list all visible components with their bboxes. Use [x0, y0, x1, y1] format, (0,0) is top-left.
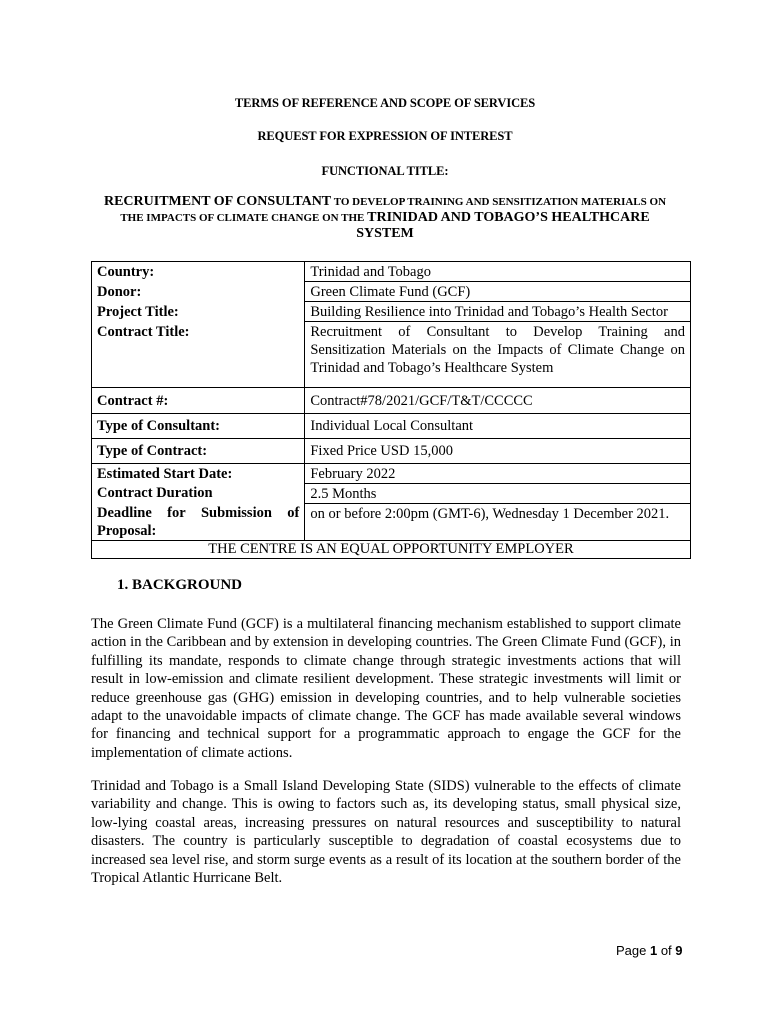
table-row — [92, 438, 691, 463]
contract-info-table — [91, 261, 691, 559]
section-title-background: 1. BACKGROUND — [117, 577, 243, 593]
project-title-label: Project Title: — [92, 302, 305, 322]
recruitment-title-part2-small: THE IMPACTS OF CLIMATE CHANGE ON THE — [120, 212, 368, 224]
recruitment-title-part2-big: TRINIDAD AND TOBAGO’S HEALTHCARE — [367, 210, 650, 225]
contract-title-value: Recruitment of Consultant to Develop Training and Sensitization Materials on the Impacts of Climate Change on Trinidad and Tobago’s Healthcare System — [305, 322, 691, 388]
functional-title-heading: FUNCTIONAL TITLE: — [321, 164, 449, 178]
deadline-word: of — [287, 505, 300, 521]
recruitment-title — [80, 194, 690, 242]
table-row — [92, 262, 691, 282]
duration-label: Contract Duration — [92, 483, 305, 503]
deadline-word: for — [167, 505, 186, 521]
background-paragraph-2: Trinidad and Tobago is a Small Island Developing State (SIDS) vulnerable to the effects of climate variability and change. This is owing to factors such as, its developing status, small physical size, low-lying coastal areas, increasing pressures on natural resources and susceptibility to natural disasters. The country is particularly susceptible to degradation of coastal ecosystems due to increased sea level rise, and storm surge events as a result of its location at the southern border of the Tropical Atlantic Hurricane Belt. — [91, 778, 681, 887]
current-page-number: 1 — [649, 943, 658, 958]
table-row — [92, 322, 691, 388]
table-row — [92, 463, 691, 483]
table-row — [92, 413, 691, 438]
page-word: Page — [616, 943, 650, 958]
country-label: Country: — [92, 262, 305, 282]
of-word: of — [657, 943, 676, 958]
contract-number-value: Contract#78/2021/GCF/T&T/CCCCC — [305, 387, 691, 413]
country-value: Trinidad and Tobago — [305, 262, 691, 282]
start-date-value: February 2022 — [305, 463, 691, 483]
deadline-value: on or before 2:00pm (GMT-6), Wednesday 1 December 2021. — [305, 503, 691, 541]
page-number — [616, 943, 683, 958]
equal-opportunity-row: THE CENTRE IS AN EQUAL OPPORTUNITY EMPLOYER — [92, 541, 691, 559]
table-row — [92, 541, 691, 559]
deadline-label — [92, 503, 305, 541]
recruitment-title-part1-big: RECRUITMENT OF CONSULTANT — [103, 194, 332, 209]
table-row — [92, 483, 691, 503]
consultant-type-label: Type of Consultant: — [92, 413, 305, 438]
reoi-heading: REQUEST FOR EXPRESSION OF INTEREST — [257, 129, 513, 143]
table-row — [92, 282, 691, 302]
recruitment-title-part1-small: TO DEVELOP TRAINING AND SENSITIZATION MATERIALS ON — [331, 196, 667, 208]
background-paragraph-1: The Green Climate Fund (GCF) is a multilateral financing mechanism established to support climate action in the Caribbean and by extension in developing countries. The Green Climate Fund (GCF), in fulfilling its mandate, responds to climate change through strategic investments actions that will result in low-emission and climate resilient development. These strategic investments will limit or reduce greenhouse gas (GHG) emission in developing countries, and to help vulnerable societies adapt to the unavoidable impacts of climate change. The GCF has made available several windows for financing and technical support for a programmatic approach to engage the GCF for the implementation of climate actions. — [91, 616, 681, 761]
donor-value: Green Climate Fund (GCF) — [305, 282, 691, 302]
consultant-type-value: Individual Local Consultant — [305, 413, 691, 438]
deadline-word: Deadline — [97, 505, 152, 521]
deadline-label-line2: Proposal: — [97, 523, 157, 539]
recruitment-title-part3-big: SYSTEM — [356, 226, 414, 241]
project-title-value: Building Resilience into Trinidad and Tobago’s Health Sector — [305, 302, 691, 322]
table-row — [92, 503, 691, 541]
total-page-count: 9 — [675, 943, 683, 958]
contract-title-label: Contract Title: — [92, 322, 305, 388]
donor-label: Donor: — [92, 282, 305, 302]
table-row — [92, 302, 691, 322]
contract-number-label: Contract #: — [92, 387, 305, 413]
table-row — [92, 387, 691, 413]
contract-type-label: Type of Contract: — [92, 438, 305, 463]
duration-value: 2.5 Months — [305, 483, 691, 503]
deadline-word: Submission — [200, 505, 272, 521]
contract-type-value: Fixed Price USD 15,000 — [305, 438, 691, 463]
start-date-label: Estimated Start Date: — [92, 463, 305, 483]
tor-heading: TERMS OF REFERENCE AND SCOPE OF SERVICES — [234, 96, 536, 110]
deadline-label-line1 — [97, 504, 299, 522]
